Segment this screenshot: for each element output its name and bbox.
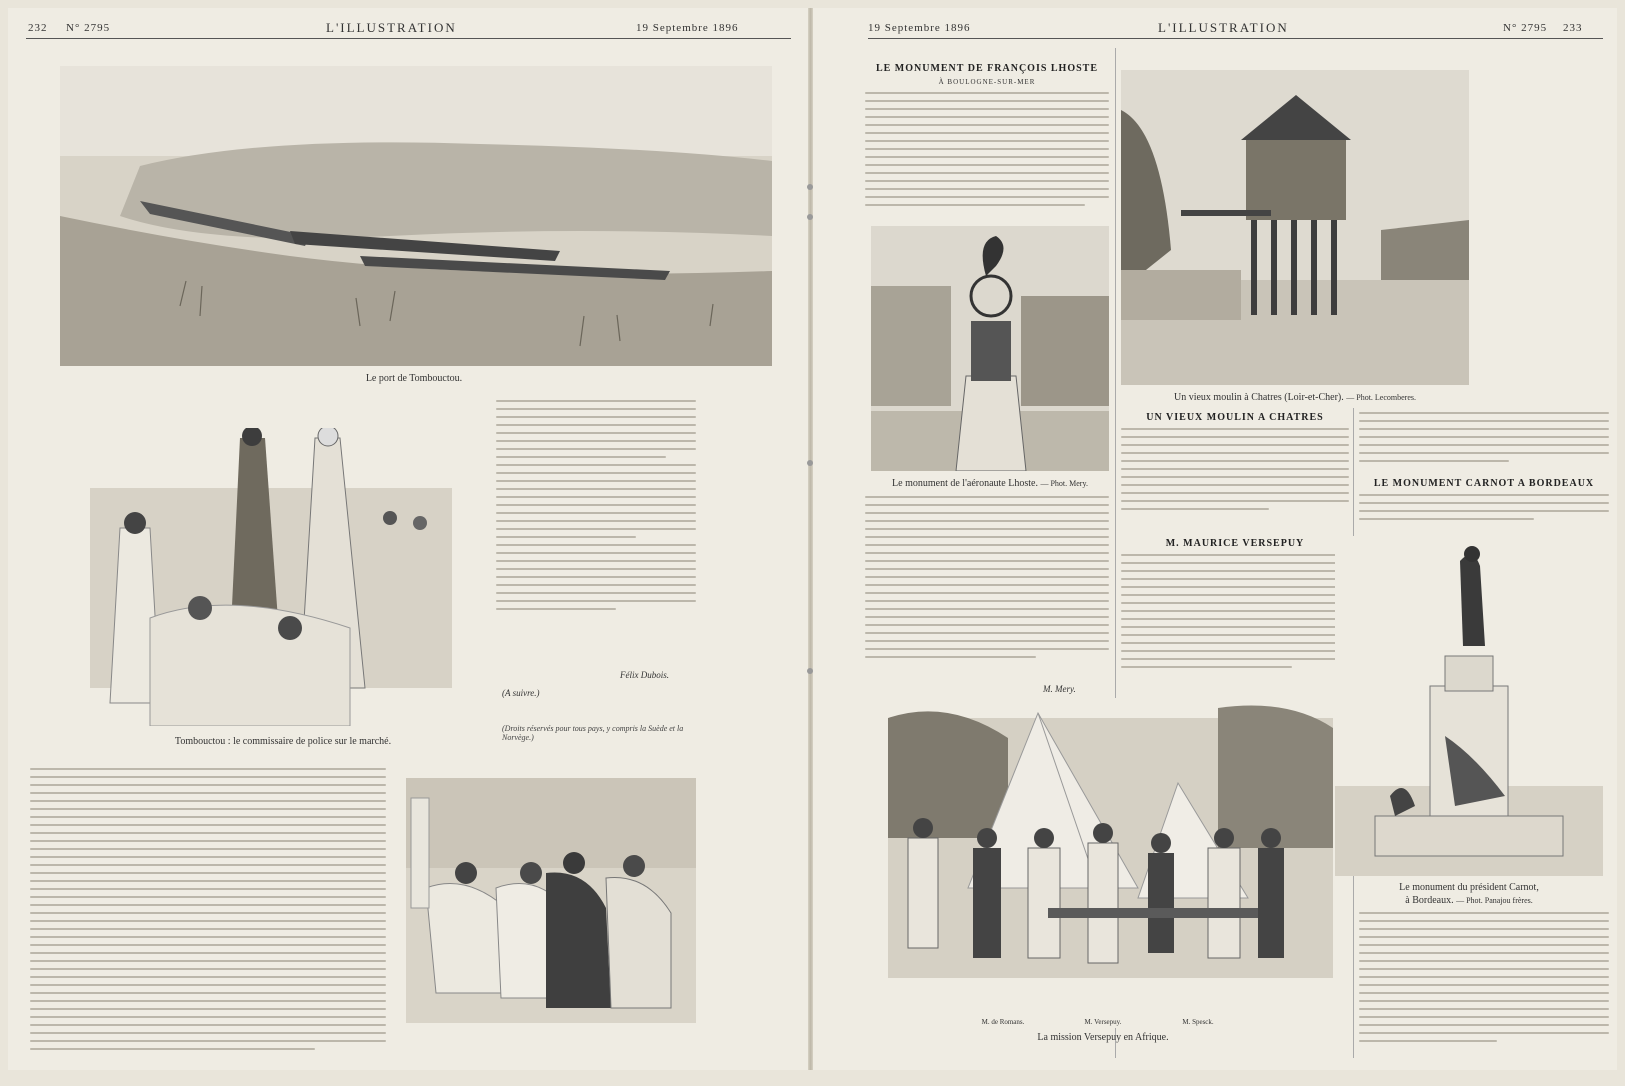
moulin-text xyxy=(1121,428,1349,524)
lhoste-credit: — Phot. Mery. xyxy=(1040,479,1088,488)
moulin-photo xyxy=(1121,70,1469,385)
lhoste-subheading: À BOULOGNE-SUR-MER xyxy=(938,78,1036,86)
right-masthead: L'ILLUSTRATION xyxy=(1158,20,1289,35)
article-text-bottom xyxy=(30,768,386,1063)
header-rule xyxy=(26,38,791,39)
carnot-credit: — Phot. Panajou frères. xyxy=(1456,896,1533,905)
lhoste-caption-text: Le monument de l'aéronaute Lhoste. xyxy=(892,478,1038,489)
moulin-caption xyxy=(1121,392,1469,403)
lhoste-monument-photo xyxy=(871,226,1109,471)
carnot-text xyxy=(1359,494,1609,528)
article-text-column xyxy=(496,400,696,658)
left-page-number: 232 xyxy=(28,22,48,34)
port-illustration xyxy=(60,66,772,366)
market-illustration xyxy=(90,428,452,726)
right-page xyxy=(813,8,1617,1070)
port-caption: Le port de Tombouctou. xyxy=(365,373,463,384)
market-caption: Tombouctou : le commissaire de police sur le marché. xyxy=(174,736,392,747)
versepuy-heading: M. MAURICE VERSEPUY xyxy=(1165,538,1305,549)
article-signature: Félix Dubois. xyxy=(620,670,669,680)
carnot-caption: Le monument du président Carnot, xyxy=(1399,882,1539,893)
header-rule xyxy=(868,38,1603,39)
left-date: 19 Septembre 1896 xyxy=(636,22,739,34)
right-issue-number: N° 2795 xyxy=(1503,22,1548,34)
moulin-caption-text: Un vieux moulin à Chatres (Loir-et-Cher). xyxy=(1173,392,1344,403)
mission-name-2: M. Versepuy. xyxy=(1084,1018,1122,1026)
moulin-heading: UN VIEUX MOULIN A CHATRES xyxy=(1146,412,1324,423)
seated-men-illustration xyxy=(406,778,696,1023)
versepuy-text-continued xyxy=(1359,412,1609,472)
carnot-caption-line2 xyxy=(1335,895,1603,906)
left-issue-number: N° 2795 xyxy=(66,22,111,34)
lhoste-text xyxy=(865,92,1109,222)
right-date: 19 Septembre 1896 xyxy=(868,22,971,34)
rights-note: (Droits réservés pour tous pays, y compris la Suède et la Norvège.) xyxy=(502,724,684,742)
carnot-text-continued xyxy=(1359,912,1609,1052)
mission-name-3: M. Spesck. xyxy=(1182,1018,1214,1026)
to-be-continued: (A suivre.) xyxy=(502,688,540,698)
mission-name-1: M. de Romans. xyxy=(981,1018,1025,1026)
moulin-credit: — Phot. Lecomberes. xyxy=(1346,393,1417,402)
lhoste-heading: LE MONUMENT DE FRANÇOIS LHOSTE xyxy=(875,63,1099,74)
left-page xyxy=(8,8,808,1070)
versepuy-text xyxy=(1121,554,1349,682)
mission-caption: La mission Versepuy en Afrique. xyxy=(1037,1032,1169,1043)
newspaper-spread xyxy=(8,8,1617,1070)
lhoste-caption xyxy=(871,478,1109,489)
mission-photo xyxy=(888,698,1333,1028)
carnot-heading: LE MONUMENT CARNOT A BORDEAUX xyxy=(1373,478,1595,489)
right-page-number: 233 xyxy=(1563,22,1583,34)
carnot-caption-line2-text: à Bordeaux. xyxy=(1405,895,1454,906)
lhoste-text-continued xyxy=(865,496,1109,682)
lhoste-signature: M. Mery. xyxy=(1043,684,1076,694)
carnot-monument-photo xyxy=(1335,536,1603,876)
left-masthead: L'ILLUSTRATION xyxy=(326,20,457,35)
